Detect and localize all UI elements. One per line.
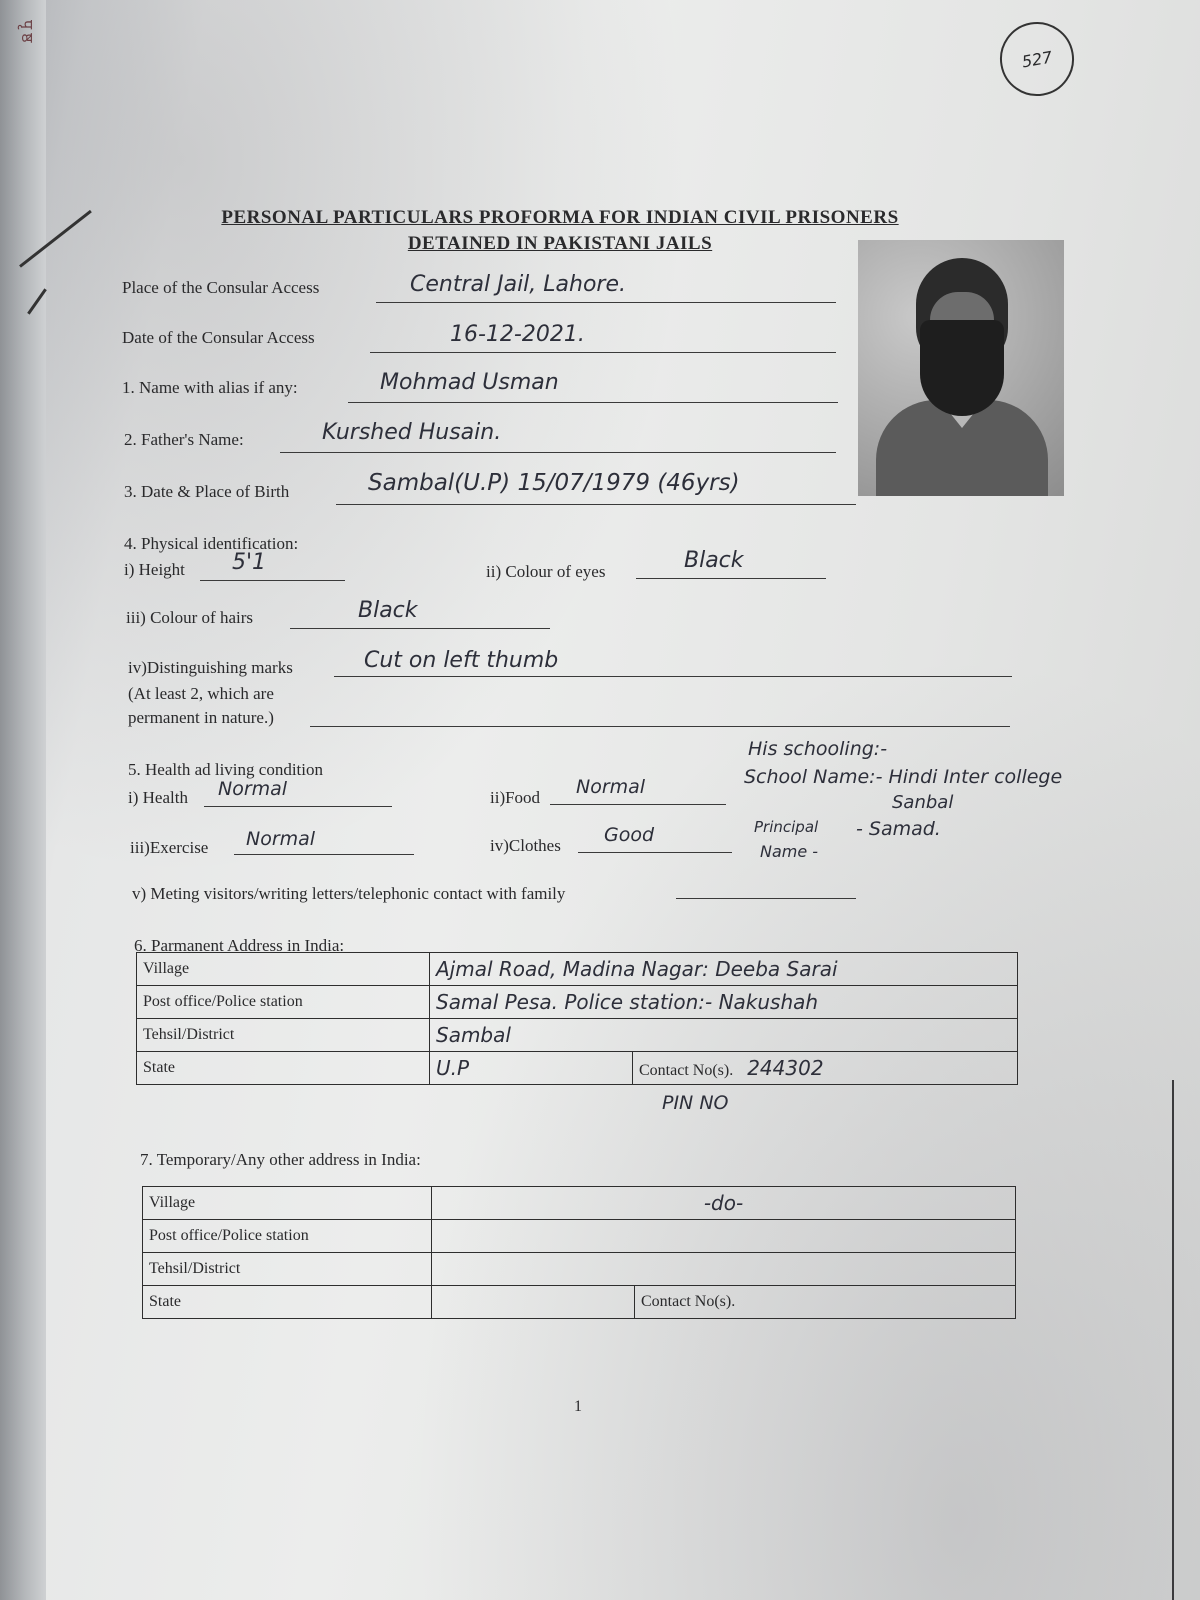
place-label: Place of the Consular Access: [122, 278, 320, 297]
stamp-text: 527: [1020, 46, 1054, 72]
health-label: i) Health: [128, 788, 188, 807]
marks-note-2: permanent in nature.): [128, 708, 274, 727]
temp-state-label: State: [143, 1286, 432, 1319]
post-value: Samal Pesa. Police station:- Nakushah: [430, 986, 1018, 1019]
temp-state-value: [432, 1286, 635, 1319]
form-title: [150, 205, 970, 257]
hair-value: Black: [358, 598, 418, 623]
title-line-2: DETAINED IN PAKISTANI JAILS: [407, 233, 713, 254]
temp-contact-label: Contact No(s).: [635, 1286, 1016, 1319]
food-label: ii)Food: [490, 788, 541, 807]
birth-value: Sambal(U.P) 15/07/1979 (46yrs): [368, 470, 740, 496]
temporary-address-heading: 7. Temporary/Any other address in India:: [140, 1150, 421, 1169]
name-label: 1. Name with alias if any:: [122, 378, 298, 397]
pin-note: PIN NO: [662, 1092, 729, 1114]
title-line-1: PERSONAL PARTICULARS PROFORMA FOR INDIAN CIVIL PRISONERS: [221, 207, 899, 228]
temp-village-value: -do-: [432, 1187, 1016, 1220]
marks-value: Cut on left thumb: [364, 648, 559, 673]
birth-label: 3. Date & Place of Birth: [124, 482, 290, 501]
hair-label: iii) Colour of hairs: [126, 608, 254, 627]
father-value: Kurshed Husain.: [322, 420, 502, 445]
marks-note-1: (At least 2, which are: [128, 684, 274, 703]
tehsil-value: Sambal: [430, 1019, 1018, 1052]
food-line: [550, 804, 726, 805]
date-label: Date of the Consular Access: [122, 328, 315, 347]
exercise-line: [234, 854, 414, 855]
page-binding: [0, 0, 46, 1600]
place-value: Central Jail, Lahore.: [410, 272, 626, 297]
permanent-address-heading: 6. Parmanent Address in India:: [134, 936, 345, 955]
table-row: [143, 1253, 1016, 1286]
father-label: 2. Father's Name:: [124, 430, 244, 449]
name-line: [348, 402, 838, 403]
contact-value: 244302: [747, 1056, 824, 1080]
prisoner-photo: [858, 240, 1064, 496]
page-edge-line: [1172, 1080, 1174, 1600]
food-value: Normal: [576, 776, 646, 798]
health-line: [204, 806, 392, 807]
eyes-label: ii) Colour of eyes: [486, 562, 606, 581]
contact-cell: [633, 1052, 1018, 1085]
table-row: [137, 986, 1018, 1019]
temp-village-label: Village: [143, 1187, 432, 1220]
height-value: 5'1: [232, 550, 267, 575]
village-value: Ajmal Road, Madina Nagar: Deeba Sarai: [430, 953, 1018, 986]
schooling-note-line-4: Principal: [754, 818, 819, 836]
marks-label: iv)Distinguishing marks: [128, 658, 293, 677]
schooling-note-line-3: Sanbal: [892, 792, 954, 813]
visitors-label: v) Meting visitors/writing letters/telephonic contact with family: [132, 884, 566, 903]
name-value: Mohmad Usman: [380, 370, 559, 395]
temp-post-label: Post office/Police station: [143, 1220, 432, 1253]
schooling-note-line-5: - Samad.: [856, 818, 941, 840]
exercise-value: Normal: [246, 828, 316, 850]
health-section-label: 5. Health ad living condition: [128, 760, 323, 779]
table-row: [137, 1019, 1018, 1052]
state-label: State: [137, 1052, 430, 1085]
eyes-value: Black: [684, 548, 744, 573]
tehsil-label: Tehsil/District: [137, 1019, 430, 1052]
temporary-address-table: [142, 1186, 1016, 1319]
physical-label: 4. Physical identification:: [124, 534, 299, 553]
visitors-line: [676, 898, 856, 899]
marks-line: [334, 676, 1012, 677]
temp-tehsil-value: [432, 1253, 1016, 1286]
table-row: [143, 1220, 1016, 1253]
hair-line: [290, 628, 550, 629]
health-value: Normal: [218, 778, 288, 800]
height-label: i) Height: [124, 560, 185, 579]
marks-line-2: [310, 726, 1010, 727]
temp-tehsil-label: Tehsil/District: [143, 1253, 432, 1286]
temp-post-value: [432, 1220, 1016, 1253]
date-value: 16-12-2021.: [450, 322, 585, 347]
eyes-line: [636, 578, 826, 579]
father-line: [280, 452, 836, 453]
village-label: Village: [137, 953, 430, 986]
table-row: [137, 1052, 1018, 1085]
table-row: [137, 953, 1018, 986]
birth-line: [336, 504, 856, 505]
exercise-label: iii)Exercise: [130, 838, 209, 857]
page-stamp: [994, 16, 1080, 102]
page-number: 1: [574, 1398, 582, 1415]
contact-label: Contact No(s).: [639, 1062, 734, 1079]
schooling-note-line-1: His schooling:-: [748, 738, 888, 760]
permanent-address-table: [136, 952, 1018, 1085]
date-line: [370, 352, 836, 353]
table-row: [143, 1187, 1016, 1220]
schooling-note-line-2: School Name:- Hindi Inter college: [744, 766, 1063, 788]
state-value: U.P: [430, 1052, 633, 1085]
height-line: [200, 580, 345, 581]
post-label: Post office/Police station: [137, 986, 430, 1019]
table-row: [143, 1286, 1016, 1319]
clothes-label: iv)Clothes: [490, 836, 561, 855]
place-line: [376, 302, 836, 303]
schooling-note-line-6: Name -: [760, 842, 819, 861]
clothes-line: [578, 852, 732, 853]
binding-text: पृष्ठ: [18, 20, 37, 47]
clothes-value: Good: [604, 824, 655, 846]
